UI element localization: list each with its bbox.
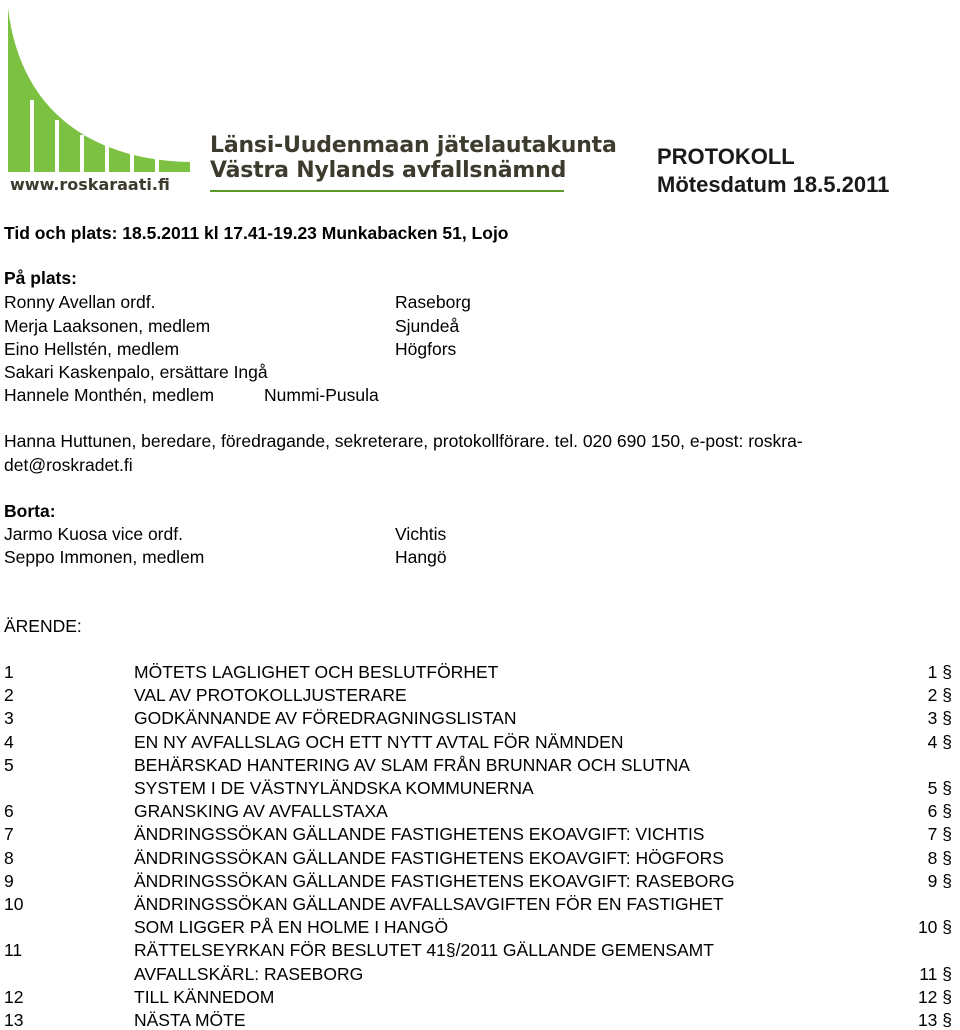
- agenda-item-section: 13 §: [917, 1010, 952, 1030]
- agenda-item-number: 6: [4, 801, 14, 822]
- agenda-item-title: VAL AV PROTOKOLLJUSTERARE: [134, 685, 407, 706]
- agenda-item-title: MÖTETS LAGLIGHET OCH BESLUTFÖRHET: [134, 662, 499, 682]
- org-name-finnish: Länsi-Uudenmaan jätelautakunta: [210, 133, 617, 158]
- present-member-name: Eino Hellstén, medlem: [4, 339, 180, 359]
- agenda-item-title: NÄSTA MÖTE: [134, 1010, 246, 1030]
- agenda-item-title: GRANSKING AV AVFALLSTAXA: [134, 801, 388, 822]
- agenda-item-title: EN NY AVFALLSLAG OCH ETT NYTT AVTAL FÖR NÄMNDEN: [134, 731, 624, 752]
- agenda-item-section: 6 §: [927, 801, 952, 822]
- agenda-item-title: ÄNDRINGSSÖKAN GÄLLANDE AVFALLSAVGIFTEN FÖR EN FASTIGHET: [134, 894, 724, 914]
- agenda-item-number: 1: [4, 662, 14, 682]
- meeting-date: Mötesdatum 18.5.2011: [657, 172, 890, 197]
- agenda-item-title: BEHÄRSKAD HANTERING AV SLAM FRÅN BRUNNAR OCH SLUTNA: [134, 754, 690, 775]
- agenda-item-number: 3: [4, 708, 14, 729]
- logo-url: www.roskaraati.fi: [10, 175, 170, 194]
- agenda-item-section: 9 §: [927, 870, 952, 891]
- agenda-heading: ÄRENDE:: [4, 616, 82, 636]
- secretary-info: Hanna Huttunen, beredare, föredragande, sekreterare, protokollförare. tel. 020 690 150, e-post: roskra-: [4, 431, 803, 451]
- time-and-place: Tid och plats: 18.5.2011 kl 17.41-19.23 Munkabacken 51, Lojo: [4, 223, 509, 243]
- agenda-item-number: 12: [4, 986, 24, 1007]
- agenda-item-number: 11: [4, 940, 23, 961]
- present-member-place: Raseborg: [395, 292, 471, 312]
- logo-graphic: [0, 0, 200, 175]
- agenda-item-number: 4: [4, 731, 14, 752]
- absent-member-place: Hangö: [395, 547, 447, 567]
- agenda-item-number: 5: [4, 754, 14, 775]
- present-member-place: Högfors: [395, 339, 457, 359]
- agenda-item-section: 12 §: [917, 986, 952, 1007]
- agenda-item-section: 3 §: [927, 708, 952, 729]
- present-member-place: Nummi-Pusula: [264, 385, 379, 405]
- agenda-item-section: 2 §: [927, 685, 952, 706]
- logo-divider: [210, 190, 564, 192]
- agenda-item-number: 9: [4, 870, 14, 891]
- absent-heading: Borta:: [4, 501, 56, 521]
- agenda-item-section: 10 §: [917, 917, 952, 938]
- agenda-item-number: 7: [4, 824, 14, 845]
- present-member-name: Hannele Monthén, medlem: [4, 385, 215, 405]
- agenda-item-title: GODKÄNNANDE AV FÖREDRAGNINGSLISTAN: [134, 708, 517, 729]
- agenda-item-title: AVFALLSKÄRL: RASEBORG: [134, 963, 364, 984]
- agenda-item-title: TILL KÄNNEDOM: [134, 986, 275, 1007]
- present-member-name: Merja Laaksonen, medlem: [4, 316, 211, 336]
- absent-member-name: Jarmo Kuosa vice ordf.: [4, 524, 183, 544]
- present-member-line: Sakari Kaskenpalo, ersättare Ingå: [4, 362, 268, 382]
- absent-member-place: Vichtis: [395, 524, 447, 544]
- agenda-item-number: 13: [4, 1010, 24, 1030]
- agenda-item-section: 4 §: [927, 731, 952, 752]
- org-name-swedish: Västra Nylands avfallsnämnd: [210, 158, 567, 183]
- present-member-place: Sjundeå: [395, 316, 460, 336]
- document-type: PROTOKOLL: [657, 144, 795, 169]
- agenda-item-section: 1 §: [927, 662, 952, 682]
- agenda-item-title: ÄNDRINGSSÖKAN GÄLLANDE FASTIGHETENS EKOAVGIFT: HÖGFORS: [134, 847, 724, 868]
- agenda-item-title: ÄNDRINGSSÖKAN GÄLLANDE FASTIGHETENS EKOAVGIFT: VICHTIS: [134, 824, 705, 845]
- agenda-item-number: 8: [4, 847, 14, 868]
- agenda-item-section: 11 §: [919, 963, 952, 984]
- present-member-name: Ronny Avellan ordf.: [4, 292, 156, 312]
- agenda-item-title: ÄNDRINGSSÖKAN GÄLLANDE FASTIGHETENS EKOAVGIFT: RASEBORG: [134, 870, 735, 891]
- agenda-item-title: SYSTEM I DE VÄSTNYLÄNDSKA KOMMUNERNA: [134, 778, 534, 798]
- present-heading: På plats:: [4, 268, 77, 288]
- agenda-item-section: 7 §: [927, 824, 952, 845]
- agenda-item-title: RÄTTELSEYRKAN FÖR BESLUTET 41§/2011 GÄLLANDE GEMENSAMT: [134, 940, 714, 961]
- agenda-item-section: 8 §: [927, 847, 952, 868]
- secretary-email: det@roskradet.fi: [4, 455, 133, 475]
- agenda-item-title: SOM LIGGER PÅ EN HOLME I HANGÖ: [134, 917, 449, 938]
- agenda-item-section: 5 §: [927, 778, 952, 798]
- agenda-item-number: 10: [4, 894, 24, 914]
- absent-member-name: Seppo Immonen, medlem: [4, 547, 205, 567]
- agenda-item-number: 2: [4, 685, 14, 706]
